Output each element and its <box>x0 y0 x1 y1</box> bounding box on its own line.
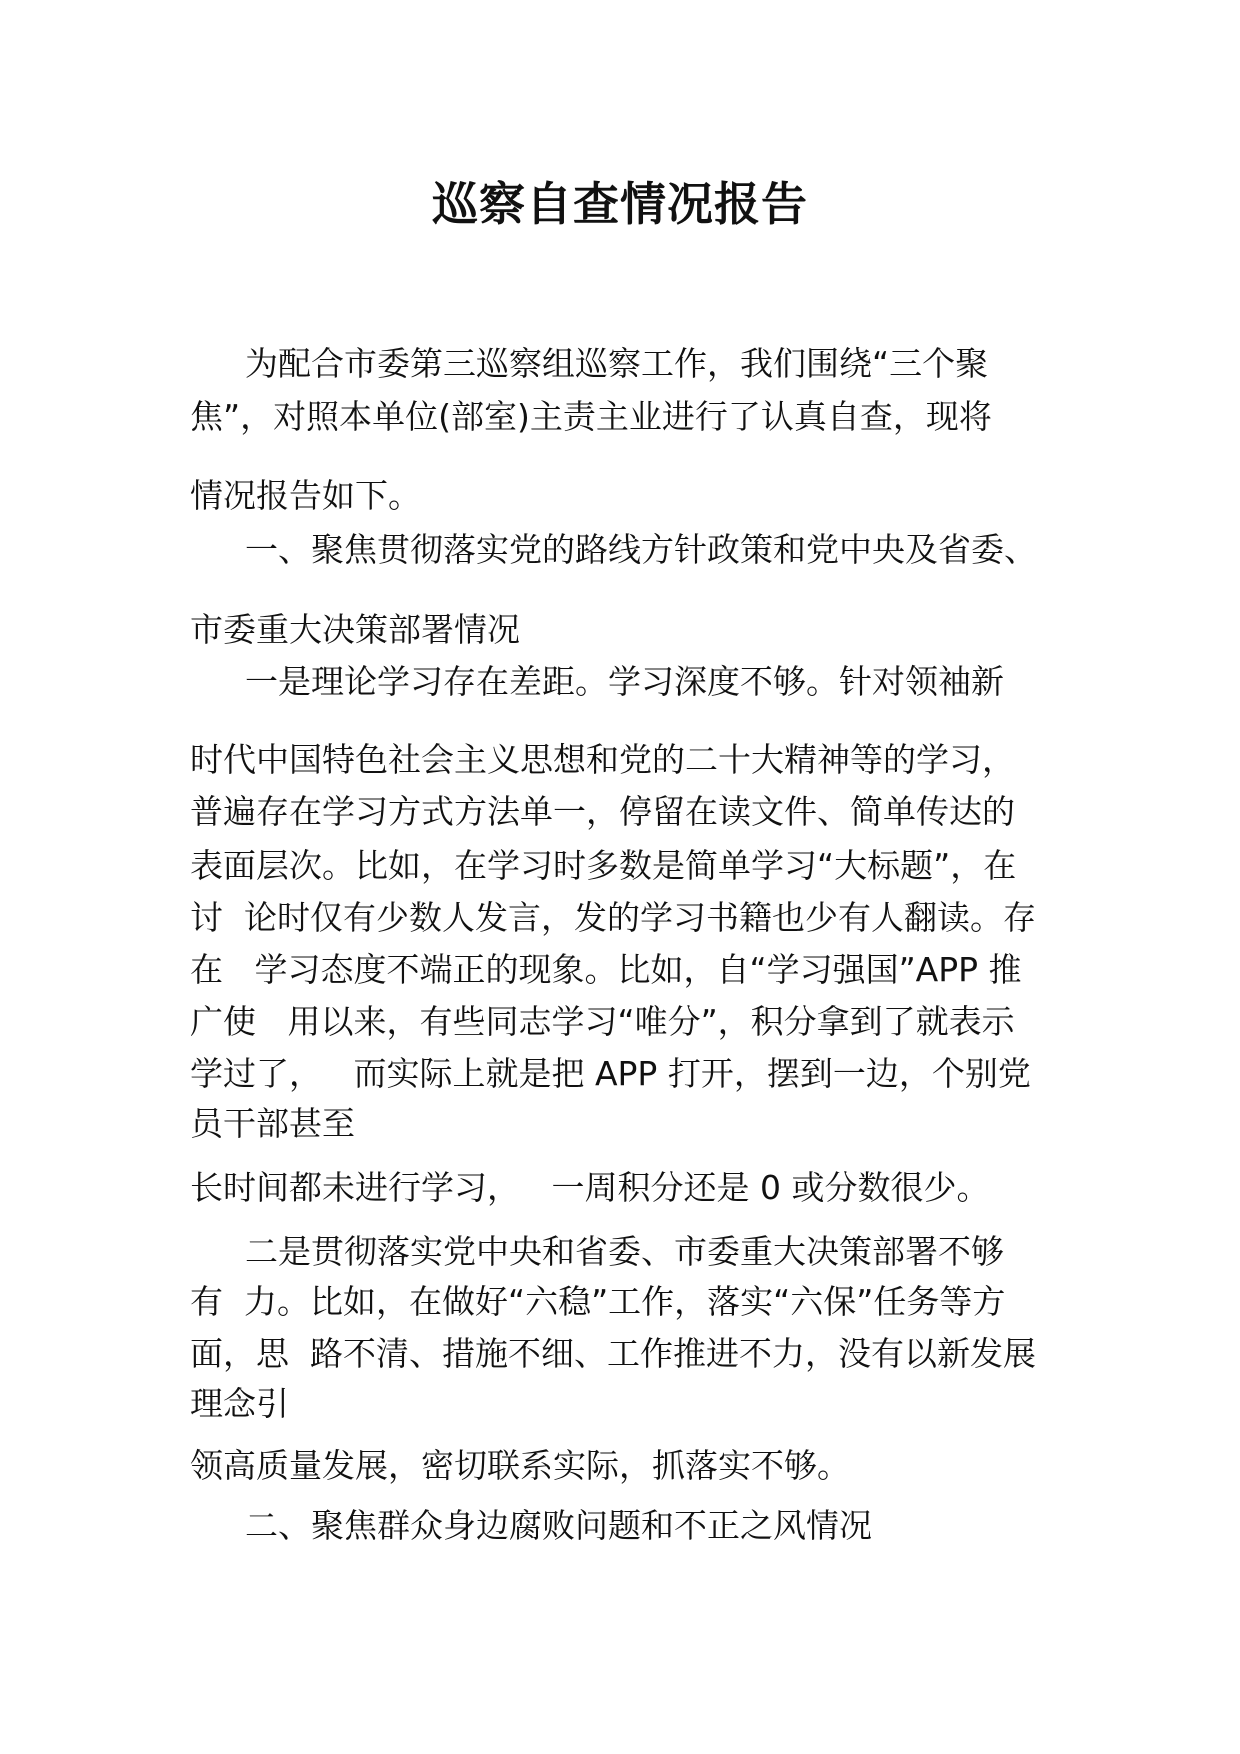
paragraph-line: 为配合市委第三巡察组巡察工作，我们围绕“三个聚 <box>245 344 989 383</box>
paragraph-line: 情况报告如下。 <box>190 476 421 515</box>
paragraph-line: 在 学习态度不端正的现象。比如，自“学习强国”APP 推 <box>190 950 1022 989</box>
paragraph-line: 学过了， 而实际上就是把 APP 打开，摆到一边，个别党 <box>190 1054 1031 1093</box>
paragraph-line: 领高质量发展，密切联系实际，抓落实不够。 <box>190 1446 850 1485</box>
paragraph-line: 面，思 路不清、措施不细、工作推进不力，没有以新发展 <box>190 1334 1036 1373</box>
paragraph-line: 焦”，对照本单位(部室)主责主业进行了认真自查，现将 <box>190 397 992 436</box>
paragraph-line: 表面层次。比如，在学习时多数是简单学习“大标题”，在 <box>190 846 1017 885</box>
paragraph-line: 员干部甚至 <box>190 1104 355 1143</box>
paragraph-line: 讨 论时仅有少数人发言，发的学习书籍也少有人翻读。存 <box>190 898 1036 937</box>
section-heading: 二、聚焦群众身边腐败问题和不正之风情况 <box>245 1506 872 1545</box>
paragraph-line: 有 力。比如，在做好“六稳”工作，落实“六保”任务等方 <box>190 1282 1006 1321</box>
paragraph-line: 时代中国特色社会主义思想和党的二十大精神等的学习， <box>190 740 1015 779</box>
paragraph-line: 长时间都未进行学习， 一周积分还是 0 或分数很少。 <box>190 1168 990 1207</box>
paragraph-line: 普遍存在学习方式方法单一，停留在读文件、简单传达的 <box>190 792 1015 831</box>
section-heading: 一、聚焦贯彻落实党的路线方针政策和党中央及省委、 <box>245 530 1037 569</box>
document-title: 巡察自查情况报告 <box>432 177 808 231</box>
paragraph-line: 二是贯彻落实党中央和省委、市委重大决策部署不够 <box>245 1232 1004 1271</box>
paragraph-line: 一是理论学习存在差距。学习深度不够。针对领袖新 <box>245 662 1004 701</box>
paragraph-line: 广使 用以来，有些同志学习“唯分”，积分拿到了就表示 <box>190 1002 1015 1041</box>
section-heading: 市委重大决策部署情况 <box>190 610 520 649</box>
paragraph-line: 理念引 <box>190 1384 289 1423</box>
